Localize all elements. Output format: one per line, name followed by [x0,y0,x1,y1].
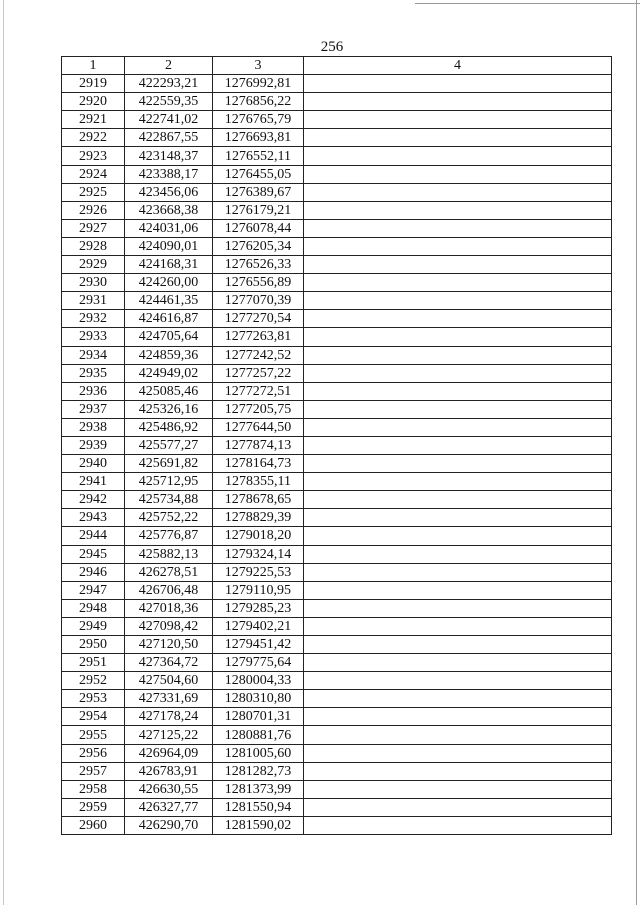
scan-edge-right [636,0,637,905]
table-row [62,364,612,382]
table-row [62,310,612,328]
cell-col-2: 422867,55 [125,129,213,147]
cell-col-1: 2920 [62,93,125,111]
cell-col-2: 425734,88 [125,491,213,509]
column-header-1: 1 [62,57,125,75]
cell-col-4 [304,581,612,599]
table-row [62,328,612,346]
cell-col-1: 2926 [62,201,125,219]
cell-col-3: 1276693,81 [213,129,304,147]
column-header-4: 4 [304,57,612,75]
cell-col-2: 425577,27 [125,436,213,454]
cell-col-1: 2954 [62,708,125,726]
cell-col-3: 1277270,54 [213,310,304,328]
cell-col-4 [304,75,612,93]
cell-col-3: 1277257,22 [213,364,304,382]
cell-col-3: 1279402,21 [213,617,304,635]
cell-col-2: 425486,92 [125,418,213,436]
cell-col-2: 425882,13 [125,545,213,563]
table-row [62,744,612,762]
cell-col-3: 1277205,75 [213,400,304,418]
table-row [62,346,612,364]
cell-col-4 [304,183,612,201]
cell-col-3: 1276526,33 [213,256,304,274]
cell-col-2: 425776,87 [125,527,213,545]
cell-col-4 [304,400,612,418]
table-row [62,418,612,436]
cell-col-3: 1276078,44 [213,219,304,237]
cell-col-1: 2940 [62,455,125,473]
cell-col-4 [304,744,612,762]
cell-col-1: 2945 [62,545,125,563]
cell-col-1: 2956 [62,744,125,762]
cell-col-1: 2946 [62,563,125,581]
table-row [62,762,612,780]
cell-col-4 [304,672,612,690]
cell-col-3: 1279285,23 [213,599,304,617]
cell-col-2: 422559,35 [125,93,213,111]
cell-col-1: 2937 [62,400,125,418]
table-row [62,147,612,165]
table-body [62,75,612,835]
cell-col-1: 2919 [62,75,125,93]
cell-col-1: 2933 [62,328,125,346]
cell-col-2: 426706,48 [125,581,213,599]
cell-col-2: 424260,00 [125,274,213,292]
cell-col-3: 1277272,51 [213,382,304,400]
cell-col-1: 2931 [62,292,125,310]
cell-col-2: 425752,22 [125,509,213,527]
cell-col-2: 423668,38 [125,201,213,219]
cell-col-2: 422293,21 [125,75,213,93]
cell-col-3: 1280004,33 [213,672,304,690]
cell-col-4 [304,274,612,292]
cell-col-1: 2934 [62,346,125,364]
cell-col-1: 2921 [62,111,125,129]
cell-col-3: 1279110,95 [213,581,304,599]
cell-col-3: 1277070,39 [213,292,304,310]
cell-col-4 [304,762,612,780]
cell-col-1: 2951 [62,654,125,672]
table-row [62,75,612,93]
cell-col-2: 426278,51 [125,563,213,581]
cell-col-1: 2935 [62,364,125,382]
cell-col-4 [304,292,612,310]
cell-col-4 [304,382,612,400]
cell-col-1: 2947 [62,581,125,599]
cell-col-4 [304,780,612,798]
cell-col-1: 2948 [62,599,125,617]
table-row [62,527,612,545]
table-row [62,93,612,111]
cell-col-2: 425712,95 [125,473,213,491]
cell-col-4 [304,545,612,563]
cell-col-1: 2955 [62,726,125,744]
cell-col-1: 2941 [62,473,125,491]
table-row [62,563,612,581]
cell-col-4 [304,636,612,654]
cell-col-2: 426327,77 [125,798,213,816]
cell-col-2: 427125,22 [125,726,213,744]
cell-col-4 [304,165,612,183]
cell-col-1: 2953 [62,690,125,708]
cell-col-2: 425326,16 [125,400,213,418]
cell-col-4 [304,111,612,129]
cell-col-1: 2944 [62,527,125,545]
table-row [62,509,612,527]
coordinates-table [61,56,612,835]
cell-col-3: 1278164,73 [213,455,304,473]
cell-col-4 [304,219,612,237]
table-row [62,436,612,454]
cell-col-3: 1276765,79 [213,111,304,129]
table-header-row [62,57,612,75]
cell-col-3: 1276205,34 [213,237,304,255]
cell-col-3: 1278678,65 [213,491,304,509]
cell-col-2: 424616,87 [125,310,213,328]
page-number: 256 [320,39,344,55]
cell-col-4 [304,509,612,527]
cell-col-3: 1277242,52 [213,346,304,364]
table-row [62,726,612,744]
table-row [62,654,612,672]
column-header-3: 3 [213,57,304,75]
cell-col-2: 424168,31 [125,256,213,274]
cell-col-2: 424949,02 [125,364,213,382]
table-row [62,455,612,473]
cell-col-2: 424461,35 [125,292,213,310]
cell-col-4 [304,816,612,834]
cell-col-4 [304,599,612,617]
cell-col-4 [304,436,612,454]
cell-col-2: 426964,09 [125,744,213,762]
cell-col-3: 1279324,14 [213,545,304,563]
scan-edge-top [415,3,640,4]
cell-col-2: 424031,06 [125,219,213,237]
cell-col-1: 2938 [62,418,125,436]
cell-col-1: 2927 [62,219,125,237]
cell-col-3: 1278355,11 [213,473,304,491]
cell-col-4 [304,310,612,328]
cell-col-4 [304,473,612,491]
cell-col-1: 2942 [62,491,125,509]
table-row [62,672,612,690]
cell-col-2: 426783,91 [125,762,213,780]
cell-col-2: 427364,72 [125,654,213,672]
table-row [62,382,612,400]
cell-col-2: 427098,42 [125,617,213,635]
cell-col-4 [304,237,612,255]
table-row [62,690,612,708]
cell-col-4 [304,708,612,726]
cell-col-1: 2939 [62,436,125,454]
table-row [62,545,612,563]
cell-col-1: 2924 [62,165,125,183]
cell-col-1: 2929 [62,256,125,274]
cell-col-2: 424090,01 [125,237,213,255]
cell-col-4 [304,256,612,274]
cell-col-1: 2957 [62,762,125,780]
table-row [62,400,612,418]
cell-col-4 [304,364,612,382]
table-row [62,599,612,617]
cell-col-1: 2936 [62,382,125,400]
table-row [62,491,612,509]
table-row [62,237,612,255]
table-row [62,581,612,599]
cell-col-3: 1281590,02 [213,816,304,834]
cell-col-3: 1276179,21 [213,201,304,219]
cell-col-2: 427018,36 [125,599,213,617]
table-row [62,274,612,292]
cell-col-1: 2923 [62,147,125,165]
cell-col-2: 427178,24 [125,708,213,726]
cell-col-3: 1276389,67 [213,183,304,201]
cell-col-4 [304,129,612,147]
cell-col-2: 425691,82 [125,455,213,473]
cell-col-2: 425085,46 [125,382,213,400]
cell-col-3: 1279451,42 [213,636,304,654]
cell-col-4 [304,563,612,581]
cell-col-2: 426630,55 [125,780,213,798]
cell-col-1: 2959 [62,798,125,816]
scan-edge-left [3,0,4,905]
cell-col-4 [304,654,612,672]
cell-col-3: 1280881,76 [213,726,304,744]
table-row [62,111,612,129]
cell-col-3: 1281550,94 [213,798,304,816]
cell-col-3: 1278829,39 [213,509,304,527]
cell-col-4 [304,690,612,708]
cell-col-3: 1276992,81 [213,75,304,93]
table-row [62,636,612,654]
table-row [62,292,612,310]
table-row [62,798,612,816]
cell-col-4 [304,328,612,346]
cell-col-2: 427331,69 [125,690,213,708]
cell-col-2: 426290,70 [125,816,213,834]
cell-col-3: 1276455,05 [213,165,304,183]
cell-col-3: 1276556,89 [213,274,304,292]
cell-col-3: 1279775,64 [213,654,304,672]
cell-col-4 [304,726,612,744]
cell-col-2: 423388,17 [125,165,213,183]
cell-col-3: 1276552,11 [213,147,304,165]
cell-col-1: 2952 [62,672,125,690]
table-row [62,165,612,183]
table-row [62,816,612,834]
cell-col-3: 1277644,50 [213,418,304,436]
cell-col-1: 2958 [62,780,125,798]
cell-col-4 [304,491,612,509]
cell-col-4 [304,147,612,165]
cell-col-1: 2925 [62,183,125,201]
table-row [62,473,612,491]
cell-col-3: 1281373,99 [213,780,304,798]
cell-col-2: 423148,37 [125,147,213,165]
cell-col-3: 1280701,31 [213,708,304,726]
cell-col-2: 427120,50 [125,636,213,654]
table-row [62,708,612,726]
cell-col-1: 2949 [62,617,125,635]
cell-col-3: 1281005,60 [213,744,304,762]
cell-col-1: 2922 [62,129,125,147]
table-row [62,617,612,635]
cell-col-4 [304,418,612,436]
table-row [62,129,612,147]
cell-col-1: 2930 [62,274,125,292]
cell-col-4 [304,527,612,545]
cell-col-1: 2960 [62,816,125,834]
cell-col-4 [304,346,612,364]
cell-col-3: 1279225,53 [213,563,304,581]
column-header-2: 2 [125,57,213,75]
cell-col-2: 424705,64 [125,328,213,346]
cell-col-2: 424859,36 [125,346,213,364]
cell-col-4 [304,798,612,816]
cell-col-2: 427504,60 [125,672,213,690]
table-row [62,201,612,219]
cell-col-3: 1277263,81 [213,328,304,346]
table-row [62,780,612,798]
cell-col-4 [304,93,612,111]
cell-col-1: 2932 [62,310,125,328]
cell-col-3: 1276856,22 [213,93,304,111]
cell-col-4 [304,617,612,635]
cell-col-4 [304,201,612,219]
table-row [62,219,612,237]
cell-col-2: 422741,02 [125,111,213,129]
cell-col-1: 2950 [62,636,125,654]
cell-col-3: 1277874,13 [213,436,304,454]
cell-col-3: 1281282,73 [213,762,304,780]
cell-col-3: 1280310,80 [213,690,304,708]
cell-col-4 [304,455,612,473]
table-row [62,183,612,201]
cell-col-3: 1279018,20 [213,527,304,545]
table-row [62,256,612,274]
cell-col-1: 2928 [62,237,125,255]
cell-col-1: 2943 [62,509,125,527]
cell-col-2: 423456,06 [125,183,213,201]
